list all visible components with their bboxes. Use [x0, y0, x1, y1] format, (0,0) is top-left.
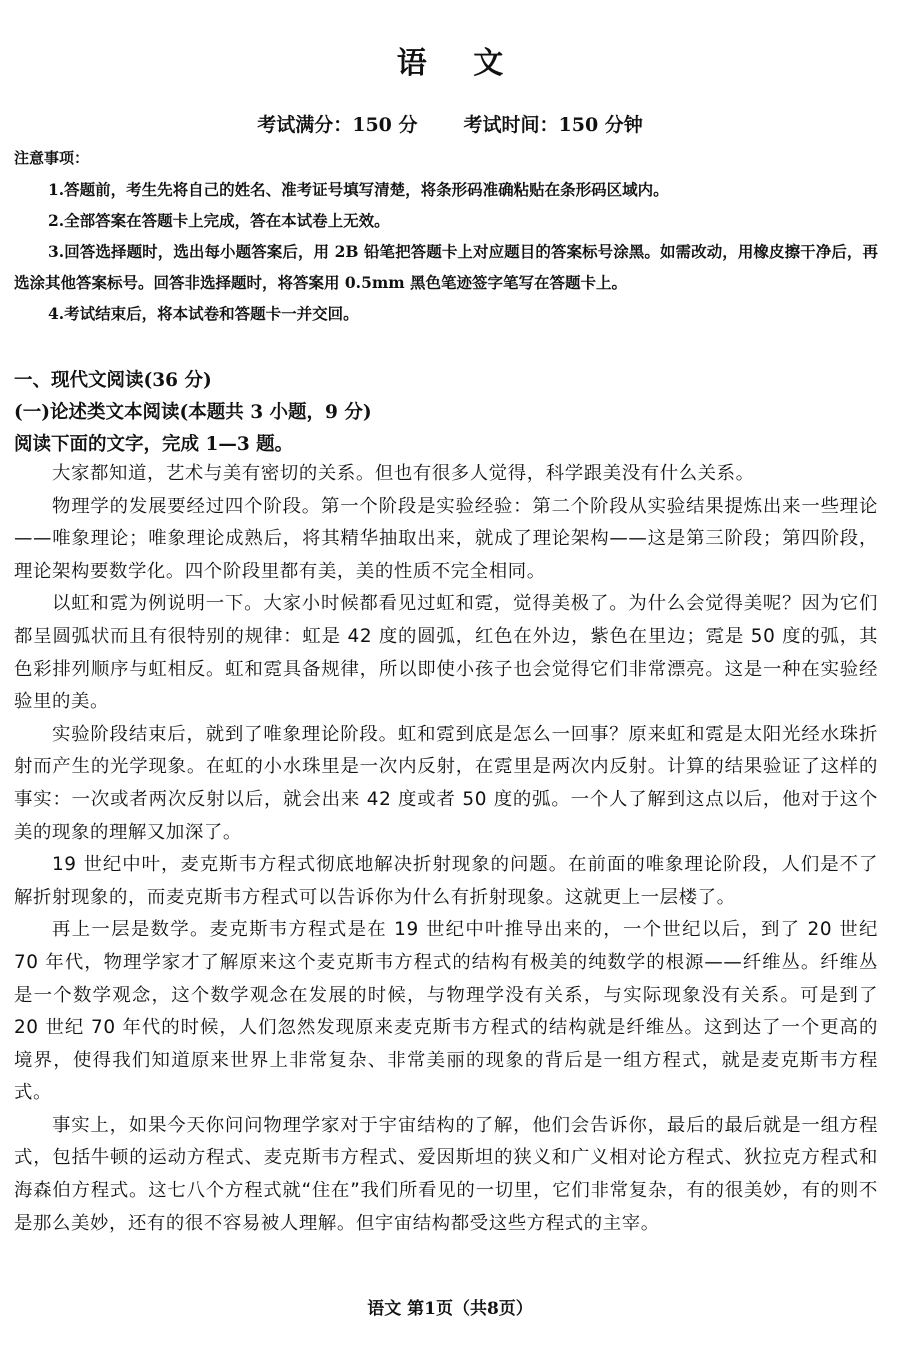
notice-item: 4.考试结束后，将本试卷和答题卡一并交回。: [48, 304, 359, 323]
page-footer: 语文 第1页（共8页）: [367, 1299, 533, 1319]
passage-paragraph: 物理学的发展要经过四个阶段。第一个阶段是实验经验：第二个阶段从实验结果提炼出来一些理论——唯象理论；唯象理论成熟后，将其精华抽取出来，就成了理论架构——这是第三阶段；第四阶段，理论架构要数学化。四个阶段里都有美，美的性质不完全相同。: [14, 495, 878, 582]
page-title: 语 文: [396, 46, 522, 81]
notice-item: 2.全部答案在答题卡上完成，答在本试卷上无效。: [48, 211, 390, 230]
full-score: 考试满分：150 分: [257, 114, 418, 136]
notice-item: 1.答题前，考生先将自己的姓名、准考证号填写清楚，将条形码准确粘贴在条形码区域内。: [48, 180, 669, 199]
passage-paragraph: 再上一层是数学。麦克斯韦方程式是在 19 世纪中叶推导出来的，一个世纪以后，到了 20 世纪 70 年代，物理学家才了解原来这个麦克斯韦方程式的结构有极美的纯数学的根源——纤维丛。纤维丛是一个数学观念，这个数学观念在发展的时候，与物理学没有关系，与实际现象没有关系。可是到了 20 世纪 70 年代的时候，人们忽然发现原来麦克斯韦方程式的结构就是纤维丛。这到达了一个更高的境界，使得我们知道原来世界上非常复杂、非常美丽的现象的背后是一组方程式，就是麦克斯韦方程式。: [14, 919, 878, 1104]
passage-paragraph: 实验阶段结束后，就到了唯象理论阶段。虹和霓到底是怎么一回事？原来虹和霓是太阳光经水珠折射而产生的光学现象。在虹的小水珠里是一次内反射，在霓里是两次内反射。计算的结果验证了这样的事实：一次或者两次反射以后，就会出来 42 度或者 50 度的弧。一个人了解到这点以后，他对于这个美的现象的理解又加深了。: [14, 723, 878, 843]
notice-block: [14, 146, 878, 329]
passage-paragraph: 大家都知道，艺术与美有密切的关系。但也有很多人觉得，科学跟美没有什么关系。: [52, 463, 755, 484]
passage-paragraph: 事实上，如果今天你问问物理学家对于宇宙结构的了解，他们会告诉你，最后的最后就是一组方程式，包括牛顿的运动方程式、麦克斯韦方程式、爱因斯坦的狭义和广义相对论方程式、狄拉克方程式和海森伯方程式。这七八个方程式就“住在”我们所看见的一切里，它们非常复杂，有的很美妙，有的则不是那么美妙，还有的很不容易被人理解。但宇宙结构都受这些方程式的主宰。: [14, 1114, 878, 1234]
passage: [14, 458, 878, 1240]
passage-paragraph: 以虹和霓为例说明一下。大家小时候都看见过虹和霓，觉得美极了。为什么会觉得美呢？因为它们都呈圆弧状而且有很特别的规律：虹是 42 度的圆弧，红色在外边，紫色在里边；霓是 50 度的弧，其色彩排列顺序与虹相反。虹和霓具备规律，所以即使小孩子也会觉得它们非常漂亮。这是一种在实验经验里的美。: [14, 593, 878, 713]
subsection-title: (一)论述类文本阅读(本题共 3 小题，9 分): [14, 402, 372, 423]
reading-instruction: 阅读下面的文字，完成 1—3 题。: [14, 434, 294, 455]
notice-heading: 注意事项：: [14, 149, 90, 167]
passage-paragraph: 19 世纪中叶，麦克斯韦方程式彻底地解决折射现象的问题。在前面的唯象理论阶段，人们是不了解折射现象的，而麦克斯韦方程式可以告诉你为什么有折射现象。这就更上一层楼了。: [14, 854, 878, 908]
exam-time: 考试时间：150 分钟: [463, 114, 643, 136]
exam-info: [0, 110, 900, 137]
section-title: 一、现代文阅读(36 分): [14, 370, 212, 391]
notice-item: 3.回答选择题时，选出每小题答案后，用 2B 铅笔把答题卡上对应题目的答案标号涂黑。如需改动，用橡皮擦干净后，再选涂其他答案标号。回答非选择题时，将答案用 0.5mm 黑色笔迹签字笔写在答题卡上。: [14, 242, 878, 292]
